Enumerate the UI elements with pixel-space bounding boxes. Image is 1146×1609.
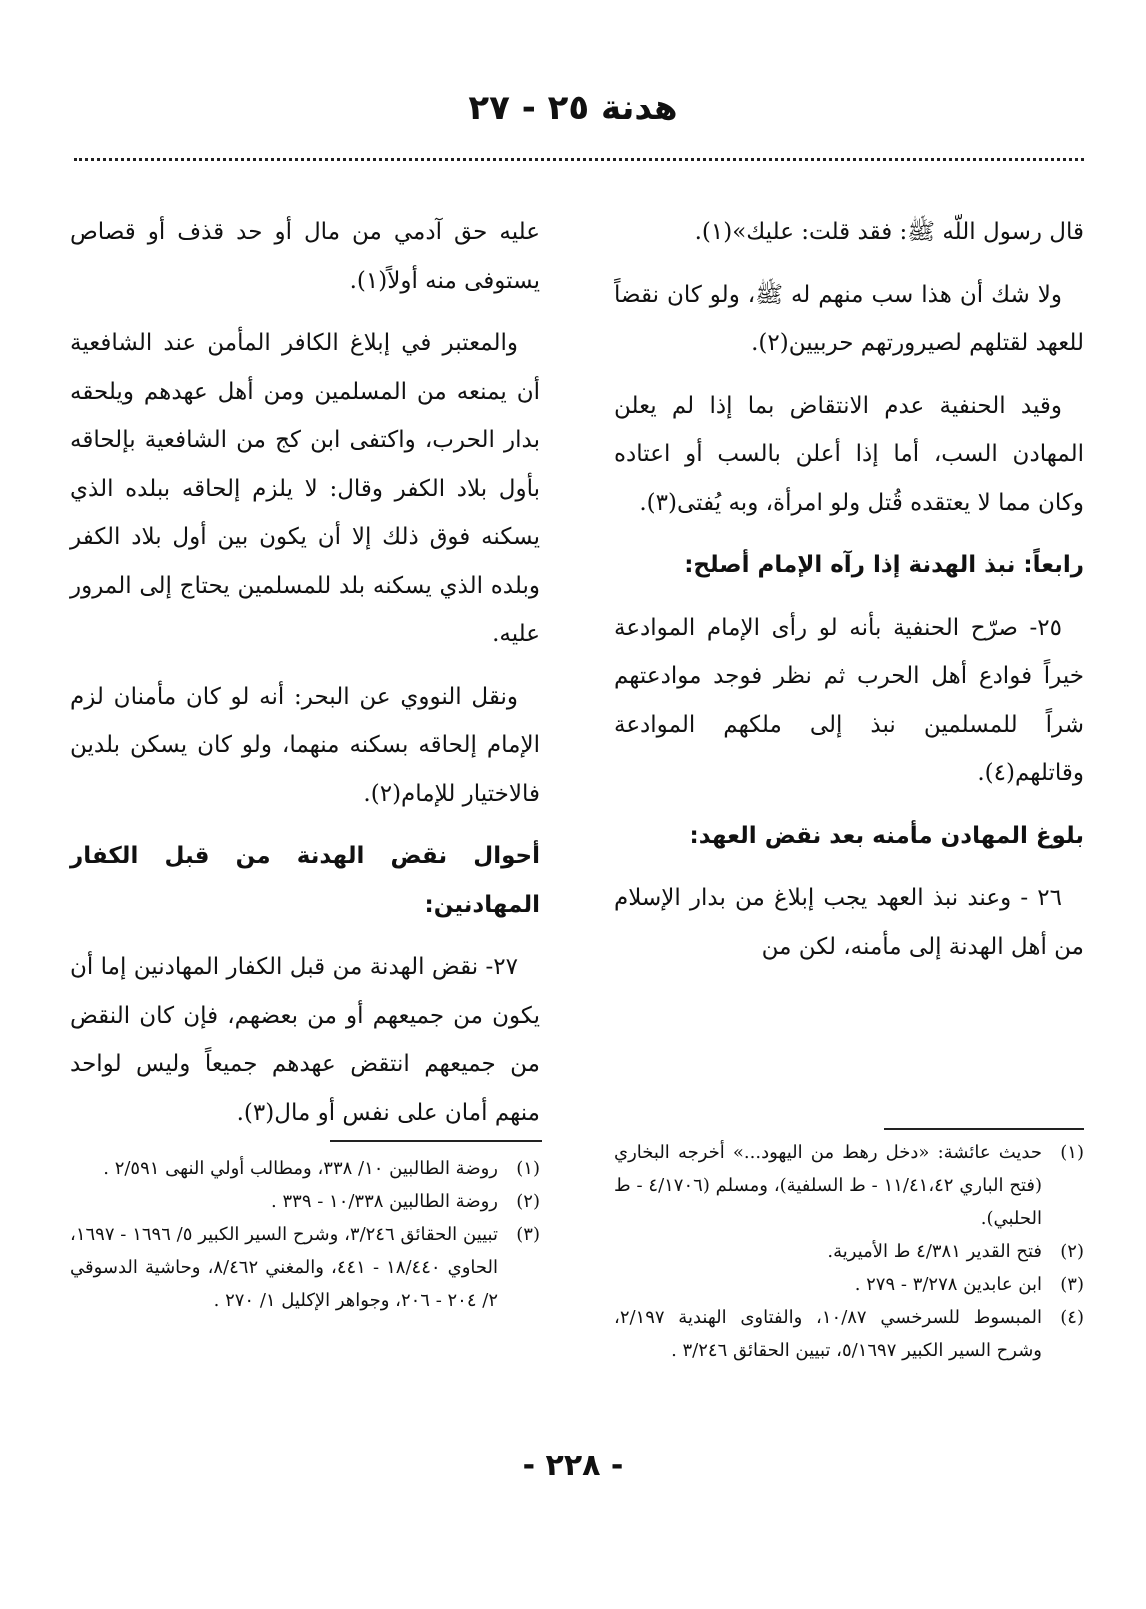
paragraph: وقيد الحنفية عدم الانتقاض بما إذا لم يعلن المهادن السب، أما إذا أعلن بالسب أو اعتاده وكان مما لا يعتقده قُتل ولو امرأة، وبه يُفتى(٣). (614, 392, 1084, 516)
footnote-rule (884, 1128, 1084, 1130)
footnote-number: (٢) (516, 1191, 540, 1212)
footnote-text: روضة الطالبين ١٠/٣٣٨ - ٣٣٩ . (271, 1191, 498, 1212)
footnote-text: روضة الطالبين ١٠/ ٣٣٨، ومطالب أولي النهى ٢/٥٩١ . (103, 1158, 498, 1179)
footnote-text: حديث عائشة: «دخل رهط من اليهود...» أخرجه البخاري (فتح الباري ١١/٤١،٤٢ - ط السلفية)، ومسلم (٤/١٧٠٦ - ط الحلبي). (614, 1142, 1043, 1229)
footnote-rule (330, 1140, 542, 1142)
footnote (70, 1152, 540, 1185)
section-heading: أحوال نقض الهدنة من قبل الكفار المهادنين: (70, 843, 540, 918)
paragraph: ولا شك أن هذا سب منهم له ﷺ، ولو كان نقضاً للعهد لقتلهم لصيرورتهم حربيين(٢). (614, 281, 1084, 356)
footnote (614, 1136, 1084, 1235)
header-dotted-rule (74, 158, 1084, 161)
paragraph: عليه حق آدمي من مال أو حد قذف أو قصاص يستوفى منه أولاً(١). (70, 219, 540, 294)
paragraph: ٢٦ - وعند نبذ العهد يجب إبلاغ من بدار الإسلام من أهل الهدنة إلى مأمنه، لكن من (614, 885, 1084, 960)
footnote (70, 1218, 540, 1317)
footnote (614, 1235, 1084, 1268)
footnote-number: (١) (1060, 1142, 1084, 1163)
paragraph: ونقل النووي عن البحر: أنه لو كان مأمنان لزم الإمام إلحاقه بسكنه منهما، ولو كان يسكن بلدين فالاختيار للإمام(٢). (70, 683, 540, 807)
footnote-number: (٤) (1060, 1307, 1084, 1328)
footnote-text: فتح القدير ٤/٣٨١ ط الأميرية. (827, 1241, 1042, 1262)
footnotes-left (70, 1152, 540, 1317)
footnotes-right (614, 1136, 1084, 1367)
footnote-text: ابن عابدين ٣/٢٧٨ - ٢٧٩ . (854, 1274, 1042, 1295)
left-column (70, 208, 540, 1151)
section-heading: بلوغ المهادن مأمنه بعد نقض العهد: (689, 822, 1084, 849)
page-number: - ٢٢٨ - (522, 1448, 624, 1483)
right-column (614, 208, 1084, 985)
footnote-number: (٣) (1060, 1274, 1084, 1295)
paragraph: ٢٧- نقض الهدنة من قبل الكفار المهادنين إما أن يكون من جميعهم أو من بعضهم، فإن كان النقض من جميعهم انتقض عهدهم جميعاً وليس لواحد منهم أمان على نفس أو مال(٣). (70, 954, 540, 1126)
footnote-number: (٣) (516, 1224, 540, 1245)
footnote-text: المبسوط للسرخسي ١٠/٨٧، والفتاوى الهندية ٢/١٩٧، وشرح السير الكبير ٥/١٦٩٧، تبيين الحقائق ٣/٢٤٦ . (614, 1307, 1043, 1361)
footnote (614, 1301, 1084, 1367)
section-heading: رابعاً: نبذ الهدنة إذا رآه الإمام أصلح: (684, 552, 1084, 578)
footnote (614, 1268, 1084, 1301)
footnote-number: (١) (516, 1158, 540, 1179)
paragraph: ٢٥- صرّح الحنفية بأنه لو رأى الإمام الموادعة خيراً فوادع أهل الحرب ثم نظر فوجد موادعتهم شراً للمسلمين نبذ إلى ملكهم الموادعة وقاتلهم(٤). (614, 614, 1084, 786)
paragraph: والمعتبر في إبلاغ الكافر المأمن عند الشافعية أن يمنعه من المسلمين ومن أهل عهدهم ويلحقه بدار الحرب، واكتفى ابن كج من الشافعية بإلحاقه بأول بلاد الكفر وقال: لا يلزم إلحاقه ببلده الذي يسكنه فوق ذلك إلا أن يكون بين أول بلاد الكفر وبلده الذي يسكنه بلد للمسلمين يحتاج إلى المرور عليه. (70, 330, 540, 647)
paragraph: قال رسول اللّه ﷺ: فقد قلت: عليك»(١). (694, 219, 1084, 245)
footnote (70, 1185, 540, 1218)
page-header-title: هدنة ٢٥ - ٢٧ (468, 88, 678, 128)
footnote-text: تبيين الحقائق ٣/٢٤٦، وشرح السير الكبير ٥/ ١٦٩٦ - ١٦٩٧، الحاوي ١٨/٤٤٠ - ٤٤١، والمغني ٨/٤٦٢، وحاشية الدسوقي ٢/ ٢٠٤ - ٢٠٦، وجواهر الإكليل ١/ ٢٧٠ . (70, 1224, 498, 1311)
footnote-number: (٢) (1060, 1241, 1084, 1262)
